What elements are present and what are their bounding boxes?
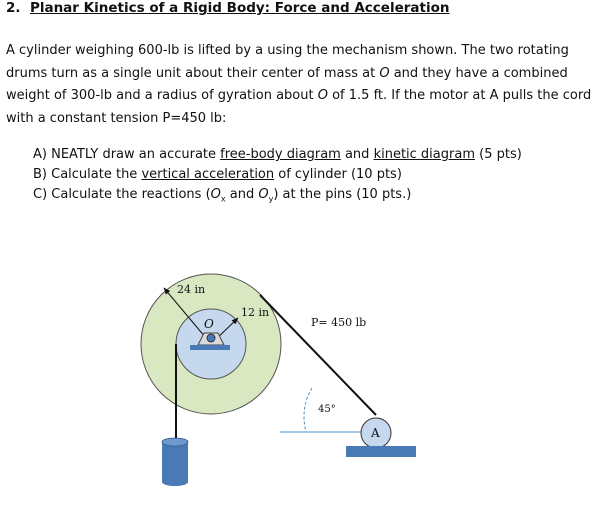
motor-a-label: A bbox=[371, 426, 380, 440]
angle-label: 45° bbox=[318, 404, 336, 415]
task-c-suffix: ) at the pins (10 pts.) bbox=[273, 187, 412, 202]
task-b-prefix: B) Calculate the bbox=[33, 167, 142, 182]
tension-label: P= 450 lb bbox=[311, 316, 367, 329]
vertical-acceleration-term: vertical acceleration bbox=[141, 167, 275, 182]
oy-symbol: O bbox=[258, 187, 269, 202]
free-body-diagram-term: free-body diagram bbox=[220, 147, 341, 162]
task-c-prefix: C) Calculate the reactions ( bbox=[33, 187, 211, 202]
point-o-ref-2: O bbox=[317, 88, 328, 103]
problem-title-text: Planar Kinetics of a Rigid Body: Force and Acceleration bbox=[29, 0, 450, 16]
task-a-prefix: A) NEATLY draw an accurate bbox=[33, 147, 221, 162]
problem-text-2: and they have a combined weight of 300-lb and a radius of gyration about bbox=[6, 65, 568, 103]
outer-radius-label: 24 in bbox=[177, 283, 206, 296]
kinetic-diagram-term: kinetic diagram bbox=[373, 147, 475, 162]
task-c-and: and bbox=[225, 187, 259, 202]
problem-text-1: A cylinder weighing 600-lb is lifted by a using the mechanism shown. The two rotating drums turn as a single unit about their center of mass at bbox=[6, 43, 569, 81]
ox-symbol: O bbox=[210, 187, 221, 202]
hanging-cylinder bbox=[162, 438, 188, 486]
task-b-suffix: of cylinder (10 pts) bbox=[274, 167, 402, 182]
angle-arc bbox=[304, 388, 312, 432]
problem-text-3: of 1.5 ft. If the motor at A pulls the cord with a constant tension P=450 lb: bbox=[6, 88, 592, 126]
inner-radius-label: 12 in bbox=[241, 306, 270, 319]
problem-number: 2. bbox=[6, 0, 21, 16]
oy-subscript: y bbox=[268, 194, 274, 204]
motor-a bbox=[346, 418, 416, 457]
ox-subscript: x bbox=[220, 194, 226, 204]
center-o-label: O bbox=[204, 317, 214, 331]
point-o-ref-1: O bbox=[379, 65, 390, 81]
task-a-mid: and bbox=[340, 147, 374, 162]
task-a-suffix: (5 pts) bbox=[475, 147, 522, 162]
